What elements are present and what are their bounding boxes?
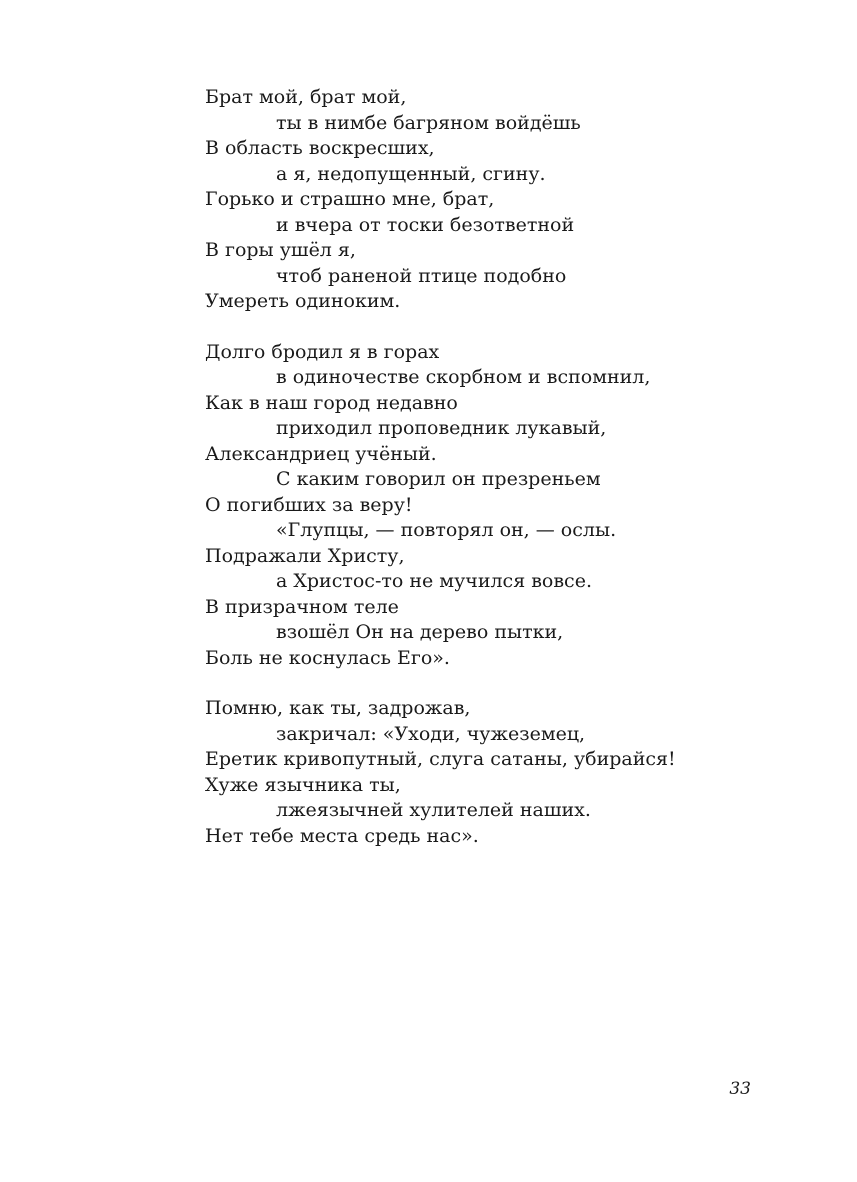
verse-line: Еретик кривопутный, слуга сатаны, убирайся!	[205, 748, 676, 770]
verse-line-indented: приходил проповедник лукавый,	[276, 417, 607, 439]
verse-line-indented: ты в нимбе багряном войдёшь	[276, 111, 581, 134]
verse-line: О погибших за веру!	[205, 493, 413, 516]
verse-line-indented: С каким говорил он презреньем	[276, 468, 601, 490]
verse-line: Подражали Христу,	[205, 544, 405, 567]
verse-line-indented: лжеязычней хулителей наших.	[276, 799, 591, 821]
verse-line: Брат мой, брат мой,	[205, 86, 407, 108]
verse-line: Долго бродил я в горах	[205, 340, 440, 363]
verse-line: Горько и страшно мне, брат,	[205, 188, 495, 210]
verse-line-indented: и вчера от тоски безответной	[276, 213, 575, 236]
verse-line: В горы ушёл я,	[205, 239, 356, 261]
verse-line: Хуже язычника ты,	[205, 773, 401, 796]
stanza	[205, 696, 765, 849]
verse-line: Нет тебе места средь нас».	[205, 824, 479, 847]
verse-line: Александриец учёный.	[205, 442, 437, 465]
verse-line: Боль не коснулась Его».	[205, 646, 450, 669]
poem	[205, 85, 765, 874]
verse-line: Умереть одиноким.	[205, 290, 401, 312]
verse-line: Помню, как ты, задрожав,	[205, 697, 471, 719]
verse-line-indented: чтоб раненой птице подобно	[276, 264, 567, 287]
page-number: 33	[729, 1079, 751, 1099]
stanza	[205, 85, 765, 315]
verse-line-indented: а я, недопущенный, сгину.	[276, 162, 546, 185]
verse-line: Как в наш город недавно	[205, 391, 458, 414]
verse-line-indented: а Христос-то не мучился вовсе.	[276, 570, 592, 592]
verse-line: В область воскресших,	[205, 137, 435, 159]
stanza	[205, 340, 765, 672]
verse-line-indented: в одиночестве скорбном и вспомнил,	[276, 366, 651, 388]
verse-line-indented: взошёл Он на дерево пытки,	[276, 621, 564, 643]
verse-line: В призрачном теле	[205, 595, 399, 618]
verse-line-indented: «Глупцы, — повторял он, — ослы.	[276, 519, 617, 541]
verse-line-indented: закричал: «Уходи, чужеземец,	[276, 722, 586, 745]
